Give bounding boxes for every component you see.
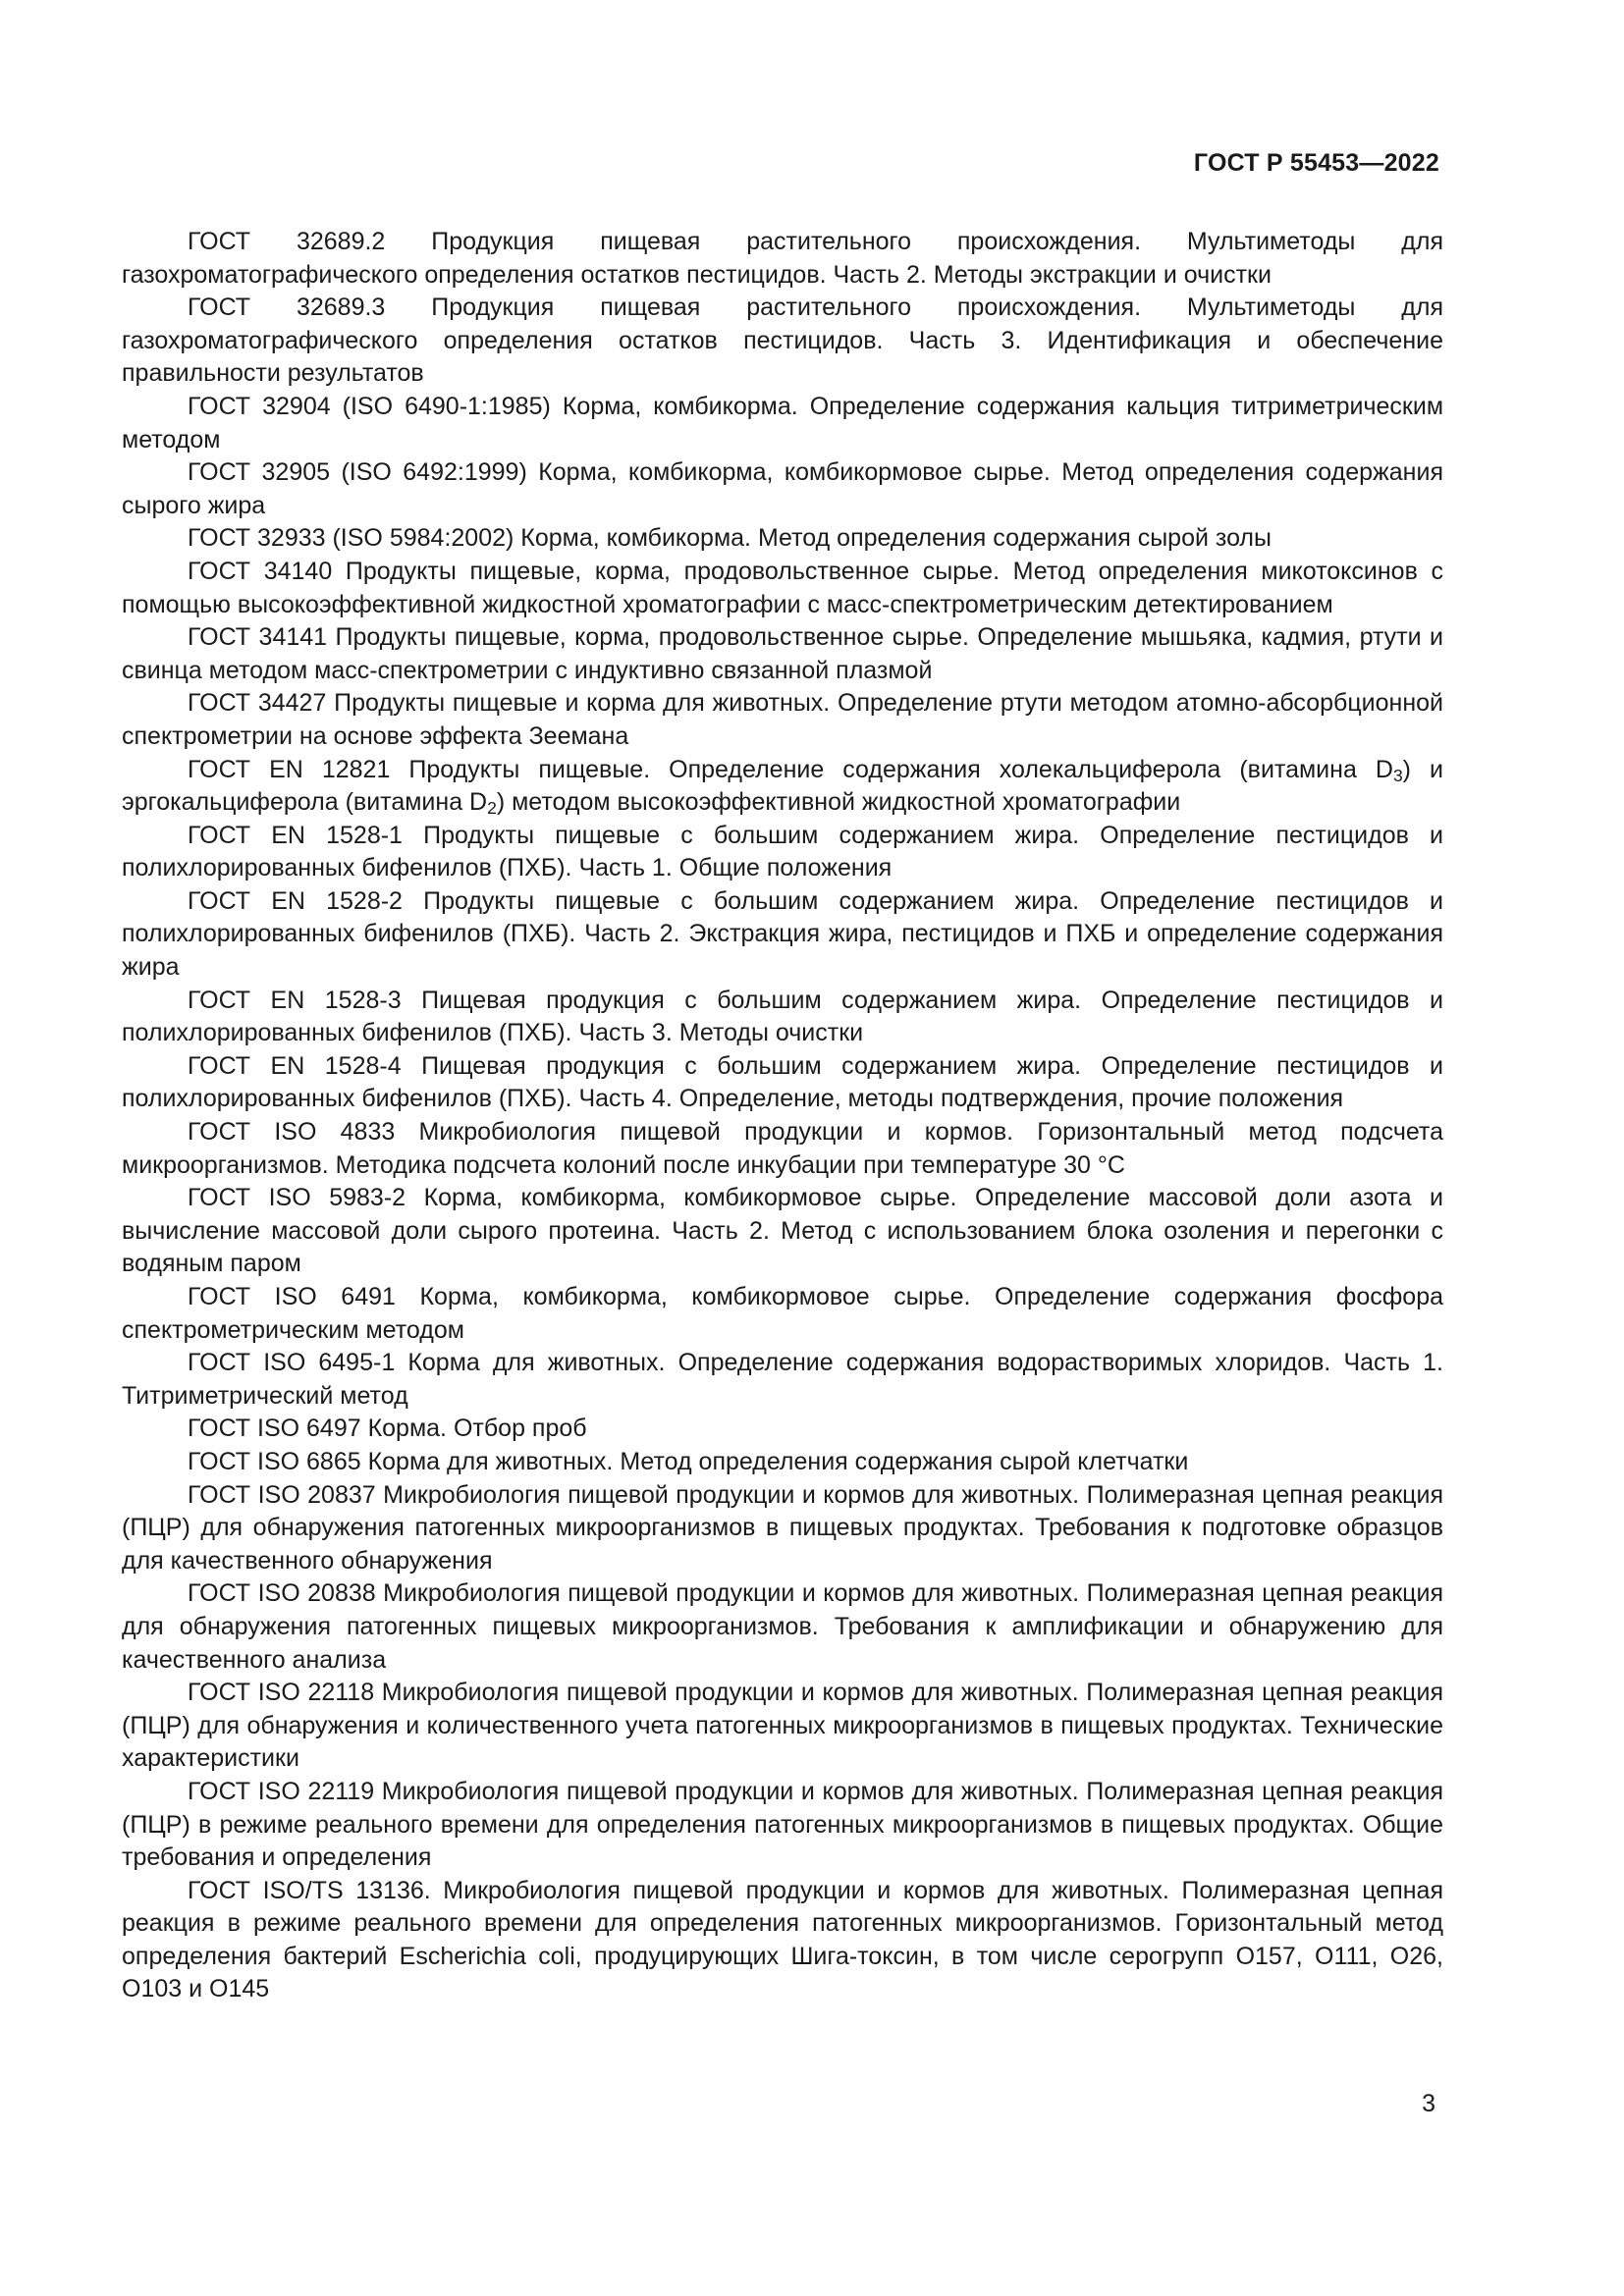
reference-entry: ГОСТ 32904 (ISO 6490-1:1985) Корма, комбикорма. Определение содержания кальция титриметрическим методом — [122, 392, 1443, 454]
reference-entry: ГОСТ ISO 6865 Корма для животных. Метод определения содержания сырой клетчатки — [188, 1447, 1189, 1475]
reference-list — [122, 226, 1443, 2006]
page-number: 3 — [1422, 2090, 1435, 2117]
reference-entry: ГОСТ EN 1528-1 Продукты пищевые с большим содержанием жира. Определение пестицидов и полихлорированных бифенилов (ПХБ). Часть 1. Общие положения — [122, 821, 1443, 882]
reference-entry: ГОСТ 32933 (ISO 5984:2002) Корма, комбикорма. Метод определения содержания сырой золы — [188, 524, 1272, 553]
reference-entry: ГОСТ ISO 6495-1 Корма для животных. Определение содержания водорастворимых хлоридов. Часть 1. Титриметрический метод — [122, 1349, 1443, 1410]
reference-entry: ГОСТ 34427 Продукты пищевые и корма для животных. Определение ртути методом атомно-абсорбционной спектрометрии на основе эффекта Зеемана — [122, 689, 1443, 750]
reference-entry: ГОСТ 32689.2 Продукция пищевая растительного происхождения. Мультиметоды для газохроматографического определения остатков пестицидов. Часть 2. Методы экстракции и очистки — [122, 228, 1443, 289]
reference-entry: ГОСТ EN 12821 Продукты пищевые. Определение содержания холекальциферола (витамина $D_3$) и эргокальциферола (витамина $D_2$) методом высокоэффективной жидкостной хроматографии — [122, 755, 1443, 819]
reference-entry: ГОСТ ISO 5983-2 Корма, комбикорма, комбикормовое сырье. Определение массовой доли азота и вычисление массовой доли сырого протеина. Часть 2. Метод с использованием блока озоления и перегонки с водяным паром — [122, 1184, 1443, 1278]
reference-entry: ГОСТ ISO/TS 13136. Микробиология пищевой продукции и кормов для животных. Полимеразная цепная реакция в режиме реального времени для определения патогенных микроорганизмов. Горизонтальный метод определения бактерий Escherichia coli, продуцирующих Шига-токсин, в том числе серогрупп O157, O111, O26, O103 и O145 — [122, 1876, 1443, 2003]
reference-entry: ГОСТ EN 1528-3 Пищевая продукция с большим содержанием жира. Определение пестицидов и полихлорированных бифенилов (ПХБ). Часть 3. Методы очистки — [122, 986, 1443, 1047]
reference-entry: ГОСТ EN 1528-4 Пищевая продукция с большим содержанием жира. Определение пестицидов и полихлорированных бифенилов (ПХБ). Часть 4. Определение, методы подтверждения, прочие положения — [122, 1051, 1443, 1113]
reference-entry: ГОСТ ISO 22119 Микробиология пищевой продукции и кормов для животных. Полимеразная цепная реакция (ПЦР) в режиме реального времени для определения патогенных микроорганизмов в пищевых продуктах. Общие требования и определения — [122, 1777, 1443, 1872]
document-header: ГОСТ Р 55453—2022 — [1193, 149, 1439, 177]
reference-entry: ГОСТ ISO 6491 Корма, комбикорма, комбикормовое сырье. Определение содержания фосфора спектрометрическим методом — [122, 1283, 1443, 1344]
reference-entry: ГОСТ ISO 20838 Микробиология пищевой продукции и кормов для животных. Полимеразная цепная реакция для обнаружения патогенных пищевых микроорганизмов. Требования к амплификации и обнаружению для качественного анализа — [122, 1579, 1443, 1674]
reference-entry: ГОСТ 32905 (ISO 6492:1999) Корма, комбикорма, комбикормовое сырье. Метод определения содержания сырого жира — [122, 458, 1443, 519]
reference-entry: ГОСТ 34140 Продукты пищевые, корма, продовольственное сырье. Метод определения микотоксинов с помощью высокоэффективной жидкостной хроматографии с масс-спектрометрическим детектированием — [122, 557, 1443, 618]
reference-entry: ГОСТ ISO 20837 Микробиология пищевой продукции и кормов для животных. Полимеразная цепная реакция (ПЦР) для обнаружения патогенных микроорганизмов в пищевых продуктах. Требования к подготовке образцов для качественного обнаружения — [122, 1480, 1443, 1575]
reference-entry: ГОСТ 34141 Продукты пищевые, корма, продовольственное сырье. Определение мышьяка, кадмия, ртути и свинца методом масс-спектрометрии с индуктивно связанной плазмой — [122, 623, 1443, 684]
reference-entry: ГОСТ ISO 6497 Корма. Отбор проб — [188, 1415, 587, 1443]
reference-entry: ГОСТ 32689.3 Продукция пищевая растительного происхождения. Мультиметоды для газохроматографического определения остатков пестицидов. Часть 3. Идентификация и обеспечение правильности результатов — [122, 294, 1443, 388]
reference-entry: ГОСТ EN 1528-2 Продукты пищевые с большим содержанием жира. Определение пестицидов и полихлорированных бифенилов (ПХБ). Часть 2. Экстракция жира, пестицидов и ПХБ и определение содержания жира — [122, 886, 1443, 982]
reference-entry: ГОСТ ISO 4833 Микробиология пищевой продукции и кормов. Горизонтальный метод подсчета микроорганизмов. Методика подсчета колоний после инкубации при температуре 30 °C — [122, 1118, 1443, 1179]
reference-entry: ГОСТ ISO 22118 Микробиология пищевой продукции и кормов для животных. Полимеразная цепная реакция (ПЦР) для обнаружения и количественного учета патогенных микроорганизмов в пищевых продуктах. Технические характеристики — [122, 1679, 1443, 1773]
